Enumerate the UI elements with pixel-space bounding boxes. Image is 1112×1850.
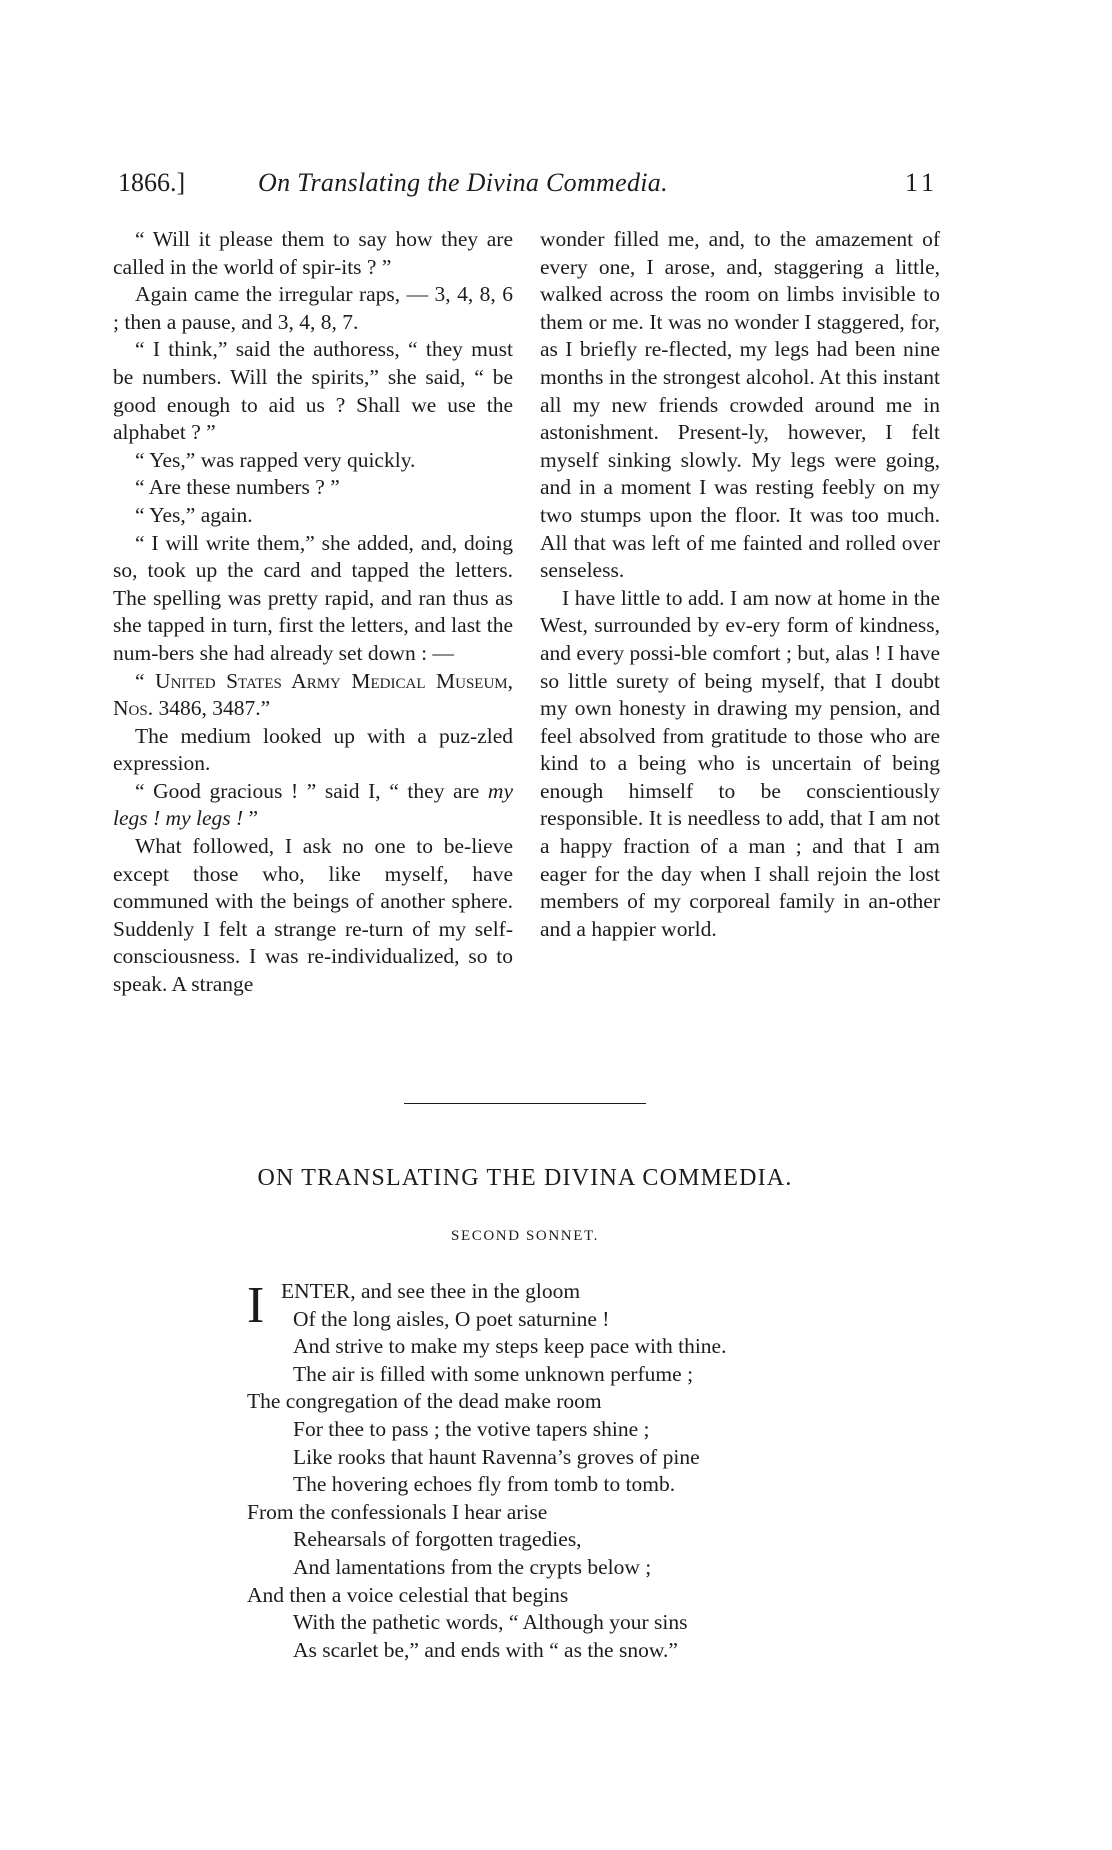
quote-close: ”: [243, 806, 259, 831]
right-column: [540, 226, 940, 943]
poem-line: And strive to make my steps keep pace with thine.: [293, 1334, 727, 1359]
paragraph: “ Will it please them to say how they are called in the world of spir-its ? ”: [113, 227, 513, 279]
paragraph: “ Are these numbers ? ”: [135, 475, 340, 500]
italic-exclamation: my legs ! my legs !: [113, 778, 513, 831]
paragraph: “ I think,” said the authoress, “ they must be numbers. Will the spirits,” she said, “ be good enough to aid us ? Shall we use the alphabet ? ”: [113, 337, 513, 445]
poem-line: And then a voice celestial that begins: [247, 1582, 569, 1607]
poem-title: ON TRANSLATING THE DIVINA COMMEDIA.: [257, 1165, 793, 1191]
paragraph: “ United States Army Medical Museum, Nos. 3486, 3487.”: [113, 668, 513, 721]
quote-text: “ Good gracious ! ” said I, “ they are: [135, 778, 488, 803]
poem-line: With the pathetic words, “ Although your sins: [293, 1610, 688, 1635]
running-head-title: On Translating the Divina Commedia.: [258, 168, 668, 197]
poem-line: Rehearsals of forgotten tragedies,: [293, 1527, 582, 1552]
poem-line: Like rooks that haunt Ravenna’s groves of pine: [293, 1444, 700, 1469]
paragraph: Again came the irregular raps, — 3, 4, 8, 6 ; then a pause, and 3, 4, 8, 7.: [113, 282, 513, 334]
section-divider: [404, 1103, 646, 1104]
paragraph: “ Yes,” again.: [135, 502, 253, 527]
paragraph: I have little to add. I am now at home in the West, surrounded by ev-ery form of kindness, and every possi-ble comfort ; but, alas ! I have so little surety of being myself, that I doubt my own honesty in drawing my pension, and feel absolved from gratitude to those who are kind to a being who is uncertain of being enough himself to be conscientiously responsible. It is needless to add, that I am not a happy fraction of a man ; and that I am eager for the day when I shall rejoin the lost members of my corporeal family in an-other and a happier world.: [540, 585, 941, 941]
poem-line: From the confessionals I hear arise: [247, 1499, 548, 1524]
poem-line: And lamentations from the crypts below ;: [293, 1554, 652, 1579]
paragraph: The medium looked up with a puz-zled expression.: [113, 723, 513, 776]
sonnet: [247, 1278, 947, 1664]
poem-line: Of the long aisles, O poet saturnine !: [293, 1306, 610, 1331]
paragraph: “ Yes,” was rapped very quickly.: [135, 447, 416, 472]
left-column: [113, 226, 513, 999]
poem-line-text: ENTER, and see thee in the gloom: [281, 1279, 581, 1303]
paragraph: wonder filled me, and, to the amazement of every one, I arose, and, staggering a little, walked across the room on limbs invisible to them or me. It was no wonder I staggered, for, as I briefly re-flected, my legs had been nine months in the strongest alcohol. At this instant all my new friends crowded around me in astonishment. Present-ly, however, I felt myself sinking slowly. My legs were going, and in a moment I was resting feebly on my two stumps upon the floor. It was too much. All that was left of me fainted and rolled over senseless.: [540, 227, 940, 583]
poem-line: The air is filled with some unknown perfume ;: [293, 1361, 694, 1386]
poem-line: As scarlet be,” and ends with “ as the snow.”: [293, 1637, 678, 1662]
poem-subtitle: SECOND SONNET.: [451, 1228, 599, 1244]
running-head: [118, 168, 938, 204]
poem-line: For thee to pass ; the votive tapers shine ;: [293, 1416, 650, 1441]
page-number: 11: [904, 168, 938, 197]
drop-cap: I: [247, 1277, 265, 1334]
paragraph: What followed, I ask no one to be-lieve except those who, like myself, have communed with the beings of another sphere. Suddenly I felt a strange re-turn of my self-consciousness. I was re-individualized, so to speak. A strange: [113, 834, 513, 997]
poem-line: The congregation of the dead make room: [247, 1389, 602, 1414]
poem-line: The hovering echoes fly from tomb to tomb.: [293, 1472, 676, 1497]
paragraph: [113, 778, 513, 833]
running-head-year: 1866.]: [118, 168, 186, 197]
paragraph: “ I will write them,” she added, and, doing so, took up the card and tapped the letters. The spelling was pretty rapid, and ran thus as she tapped in turn, first the letters, and last the num-bers she had already set down : —: [113, 530, 513, 665]
